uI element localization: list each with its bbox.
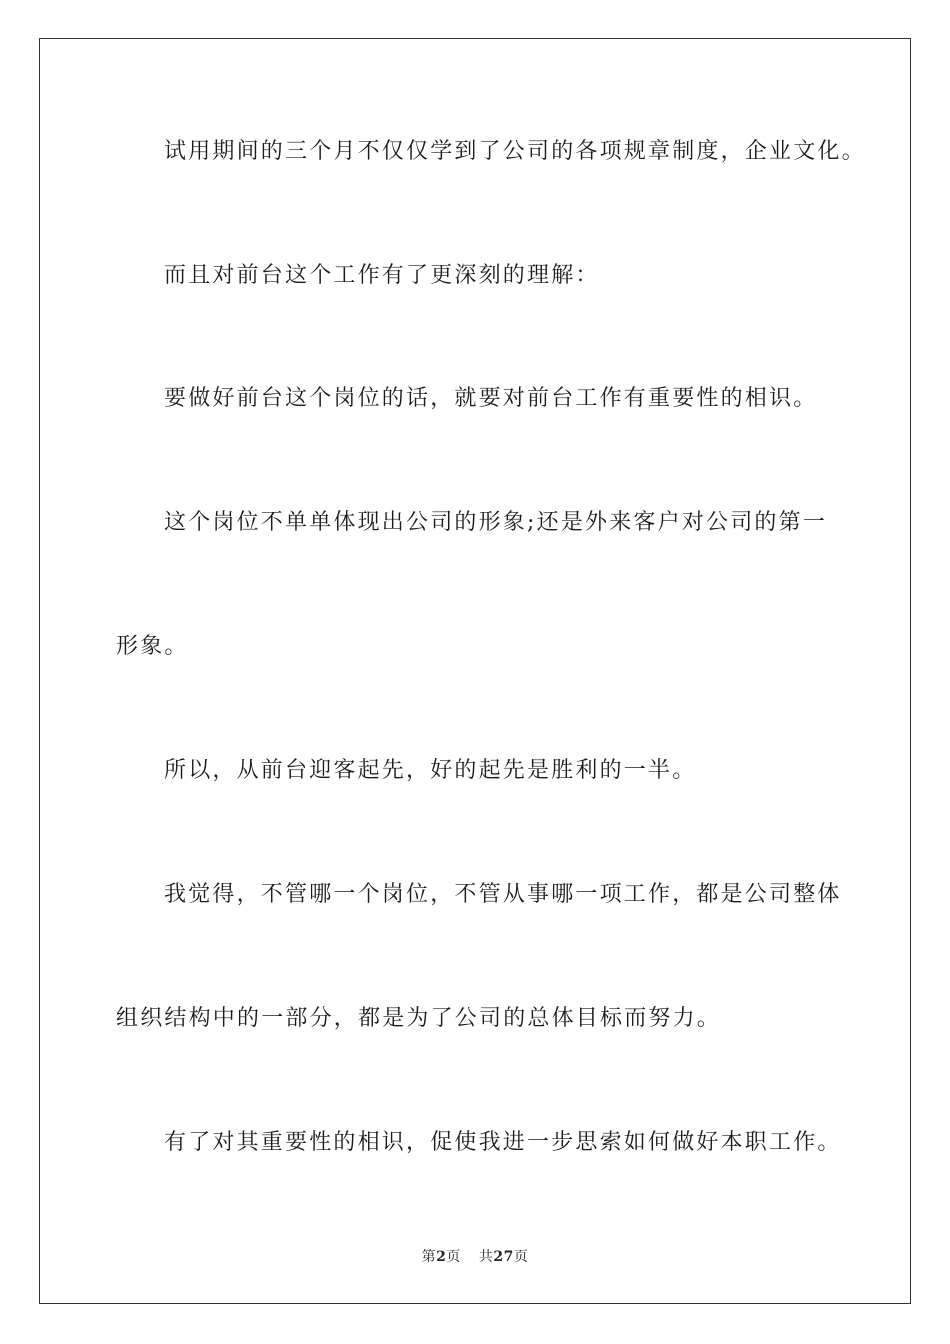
paragraph-line-7: 我觉得，不管哪一个岗位，不管从事哪一项工作，都是公司整体 <box>164 882 842 907</box>
page-suffix: 页 <box>446 1249 461 1265</box>
paragraph-line-3: 要做好前台这个岗位的话，就要对前台工作有重要性的相识。 <box>164 386 818 411</box>
paragraph-line-8: 组织结构中的一部分，都是为了公司的总体目标而努力。 <box>116 1006 722 1031</box>
paragraph-line-5: 形象。 <box>116 634 189 659</box>
paragraph-line-6: 所以，从前台迎客起先，好的起先是胜利的一半。 <box>164 758 697 783</box>
page-border <box>39 38 911 1304</box>
paragraph-line-1: 试用期间的三个月不仅仅学到了公司的各项规章制度，企业文化。 <box>164 139 866 164</box>
page-number: 2 <box>436 1249 447 1265</box>
total-prefix: 共 <box>478 1249 494 1265</box>
page-prefix: 第 <box>421 1249 437 1265</box>
paragraph-line-9: 有了对其重要性的相识，促使我进一步思索如何做好本职工作。 <box>164 1130 842 1155</box>
total-pages: 27 <box>493 1249 514 1265</box>
total-suffix: 页 <box>513 1249 529 1265</box>
page-footer <box>0 1247 950 1267</box>
paragraph-line-4: 这个岗位不单单体现出公司的形象;还是外来客户对公司的第一 <box>164 510 828 535</box>
paragraph-line-2: 而且对前台这个工作有了更深刻的理解： <box>164 263 600 288</box>
